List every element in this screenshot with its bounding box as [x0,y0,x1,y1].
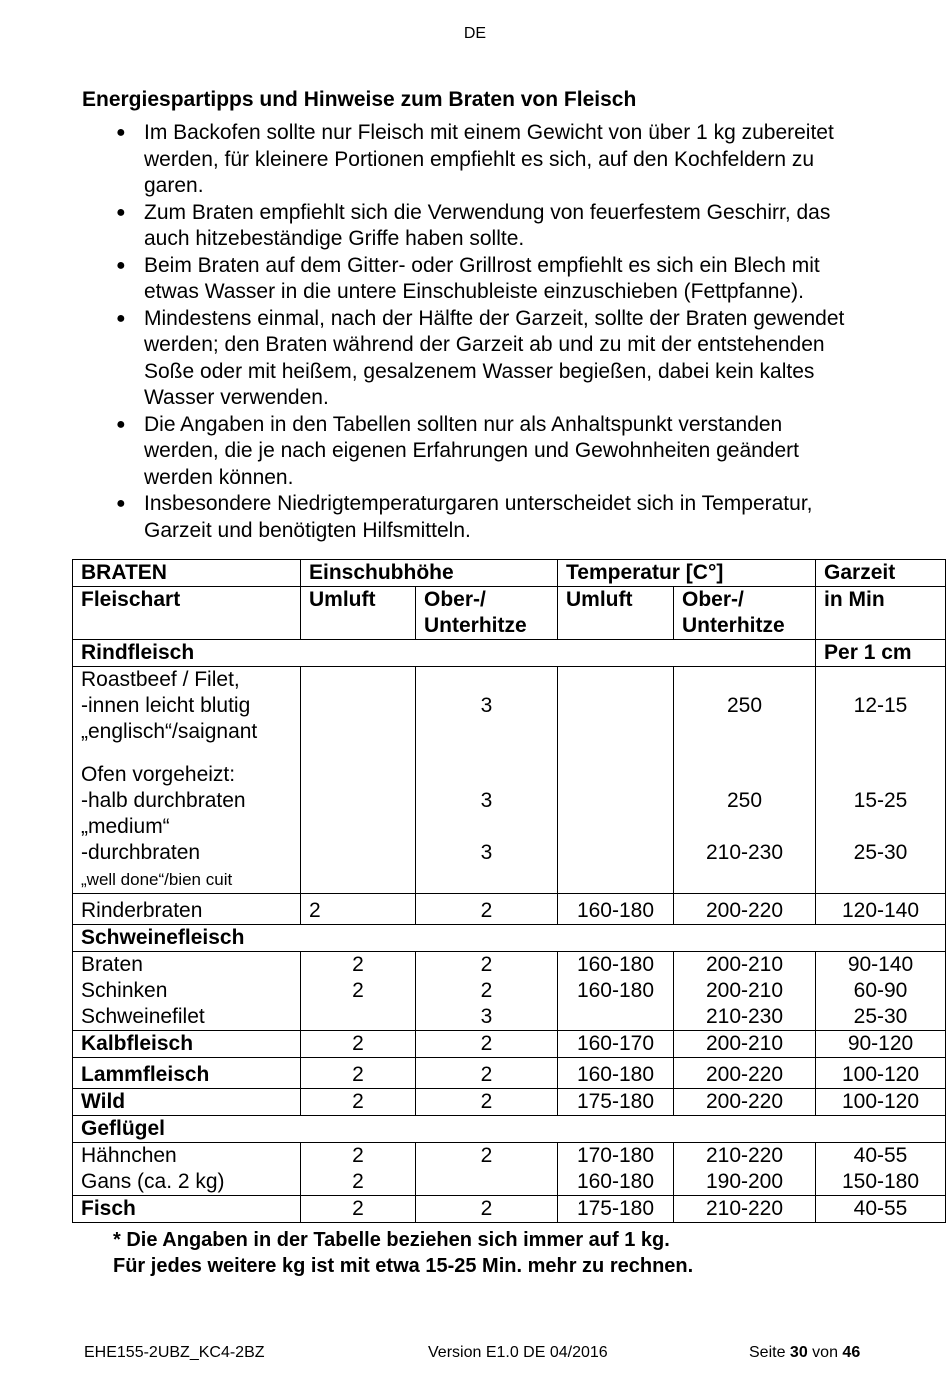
tip-item: ● Im Backofen sollte nur Fleisch mit einem Gewicht von über 1 kg zubereitet werden, für kleinere Portionen empfiehlt es sich, auf den Kochfeldern zu garen. [116,121,834,197]
temp-ober-unter-cell: 200-210 [674,1031,816,1058]
version-info: Version E1.0 DE 04/2016 [428,1344,608,1361]
meat-name: Lammfleisch [73,1058,301,1089]
umluft-cell: 2 [301,1031,416,1058]
tip-item: ● Mindestens einmal, nach der Hälfte der Garzeit, sollte der Braten gewendet werden; den Braten während der Garzeit ab und zu mit der entstehenden Soße oder mit heißem, gesalzenem Wasser begießen, dabei kein kaltes Wasser verwenden. [116,306,845,409]
temp-umluft-cell: 160-180 [558,894,674,925]
garzeit-cell: 120-140 [816,894,946,925]
temp-umluft-cell: 160-170 [558,1031,674,1058]
section-title-rindfleisch: Rindfleisch [73,640,816,667]
table-row [73,1031,946,1058]
meat-name: Roastbeef / Filet, -innen leicht blutig „englisch“/saignant Ofen vorgeheizt: -halb durchbraten „medium“ -durchbraten „well done“/bien cuit [73,667,301,894]
section-row [73,1116,946,1143]
umluft-cell: 2 [301,1196,416,1223]
meat-name: Wild [73,1089,301,1116]
garzeit-cell: 100-120 [816,1089,946,1116]
umluft-cell: 2 2 [301,952,416,1031]
tip-item: ● Zum Braten empfiehlt sich die Verwendung von feuerfestem Geschirr, das auch hitzebeständige Griffe haben sollte. [116,200,831,250]
meat-name: Hähnchen Gans (ca. 2 kg) [73,1143,301,1196]
table-row [73,952,946,1031]
umluft-cell: 2 [301,1089,416,1116]
temp-umluft-cell: 170-180 160-180 [558,1143,674,1196]
temp-ober-unter-cell: 200-220 [674,1089,816,1116]
umluft-cell: 2 [301,1058,416,1089]
bullet-icon: ● [116,309,126,327]
section-title-gefluegel: Geflügel [73,1116,946,1143]
bullet-icon: ● [116,415,126,433]
tip-item: ● Insbesondere Niedrigtemperaturgaren unterscheidet sich in Temperatur, Garzeit und benötigten Hilfsmitteln. [116,492,813,542]
temp-ober-unter-cell: 210-220 [674,1196,816,1223]
header-ober-unterhitze-temp: Ober-/ Unterhitze [674,587,816,640]
tip-item: ● Beim Braten auf dem Gitter- oder Grillrost empfiehlt es sich ein Blech mit etwas Wasser in die untere Einschubleiste einzuschieben (Fettpfanne). [116,253,820,303]
table-row [73,1058,946,1089]
umluft-cell: 2 [301,894,416,925]
umluft-cell: 2 2 [301,1143,416,1196]
header-ober-unterhitze: Ober-/ Unterhitze [416,587,558,640]
ober-unter-cell: 2 [416,1089,558,1116]
header-in-min: in Min [816,587,946,640]
section-heading: Energiespartipps und Hinweise zum Braten von Fleisch [82,88,637,111]
temp-ober-unter-cell: 200-220 [674,894,816,925]
bullet-icon: ● [116,256,126,274]
ober-unter-cell: 2 2 3 [416,952,558,1031]
page-number: Seite 30 von 46 [749,1344,861,1361]
header-umluft-temp: Umluft [558,587,674,640]
table-row [73,1196,946,1223]
model-number: EHE155-2UBZ_KC4-2BZ [84,1344,265,1361]
header-einschubhoehe: Einschubhöhe [301,560,558,587]
temp-ober-unter-cell: 200-220 [674,1058,816,1089]
garzeit-cell: 40-55 150-180 [816,1143,946,1196]
header-braten: BRATEN [73,560,301,587]
section-row [73,925,946,952]
table-subheader-row [73,587,946,640]
temp-ober-unter-cell: 210-220 190-200 [674,1143,816,1196]
meat-name: Braten Schinken Schweinefilet [73,952,301,1031]
section-title-schweinefleisch: Schweinefleisch [73,925,946,952]
header-umluft: Umluft [301,587,416,640]
garzeit-cell: 40-55 [816,1196,946,1223]
roasting-table [72,559,946,1223]
table-header-row [73,560,946,587]
temp-umluft-cell: 160-180 160-180 [558,952,674,1031]
temp-umluft-cell: 160-180 [558,1058,674,1089]
tip-item: ● Die Angaben in den Tabellen sollten nur als Anhaltspunkt verstanden werden, die je nach eigenen Erfahrungen und Gewohnheiten geändert werden können. [116,412,799,489]
header-temperatur: Temperatur [C°] [558,560,816,587]
temp-ober-unter-cell: 200-210 200-210 210-230 [674,952,816,1031]
ober-unter-cell: 2 [416,1143,558,1196]
temp-umluft-cell: 175-180 [558,1089,674,1116]
ober-unter-cell: 2 [416,1196,558,1223]
table-row [73,1143,946,1196]
ober-unter-cell: 2 [416,894,558,925]
garzeit-cell: 90-140 60-90 25-30 [816,952,946,1031]
table-row [73,1089,946,1116]
section-row [73,640,946,667]
temp-umluft-cell [558,667,674,894]
header-fleischart: Fleischart [73,587,301,640]
meat-name: Fisch [73,1196,301,1223]
temp-ober-unter-cell: 250 250 210-230 [674,667,816,894]
language-code: DE [463,25,487,42]
ober-unter-cell: 2 [416,1031,558,1058]
garzeit-cell: 100-120 [816,1058,946,1089]
per-cm-label: Per 1 cm [816,640,946,667]
ober-unter-cell: 2 [416,1058,558,1089]
header-garzeit: Garzeit [816,560,946,587]
bullet-icon: ● [116,203,126,221]
bullet-icon: ● [116,124,126,141]
umluft-cell [301,667,416,894]
table-row [73,667,946,894]
tips-list [80,120,910,544]
meat-name: Kalbfleisch [73,1031,301,1058]
garzeit-cell: 90-120 [816,1031,946,1058]
garzeit-cell: 12-15 15-25 25-30 [816,667,946,894]
ober-unter-cell: 3 3 3 [416,667,558,894]
meat-name: Rinderbraten [73,894,301,925]
table-footnote: * Die Angaben in der Tabelle beziehen sich immer auf 1 kg. Für jedes weitere kg ist mit etwa 15-25 Min. mehr zu rechnen. [113,1229,694,1277]
temp-umluft-cell: 175-180 [558,1196,674,1223]
table-row [73,894,946,925]
bullet-icon: ● [116,495,126,512]
